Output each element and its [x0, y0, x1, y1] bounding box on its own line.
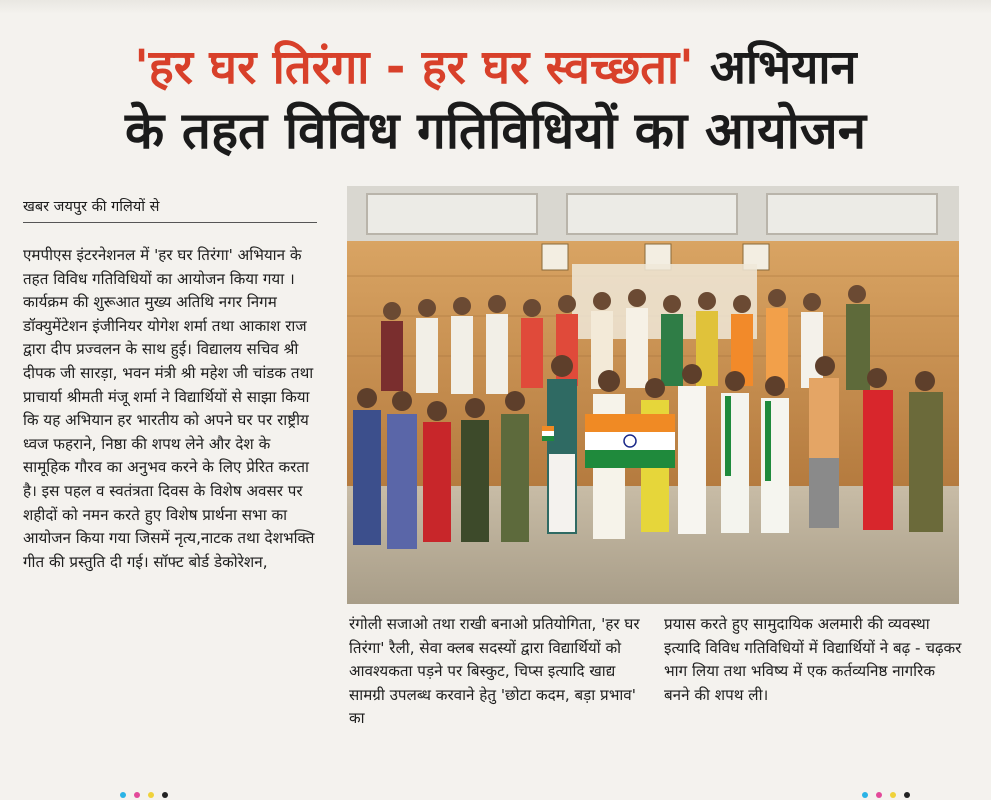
byline: खबर जयपुर की गलियों से — [23, 196, 317, 223]
magenta-mark — [134, 792, 140, 798]
top-page-strip — [0, 0, 991, 14]
cyan-mark — [120, 792, 126, 798]
headline-line-2: के तहत विविध गतिविधियों का आयोजन — [124, 102, 867, 161]
print-registration-marks — [0, 790, 991, 800]
article-column-3: प्रयास करते हुए सामुदायिक अलमारी की व्यवस्था इत्यादि विविध गतिविधियों में विद्यार्थियों ने बढ़ - चढ़कर भाग लिया तथा भविष्य में एक कर्तव्यनिष्ठ नागरिक बनने की शपथ ली। — [664, 615, 962, 704]
magenta-mark — [876, 792, 882, 798]
headline — [18, 36, 973, 164]
black-mark — [904, 792, 910, 798]
headline-red-text: 'हर घर तिरंगा - हर घर स्वच्छता' — [134, 40, 694, 95]
headline-black-text: अभियान — [693, 40, 857, 95]
yellow-mark — [148, 792, 154, 798]
black-mark — [162, 792, 168, 798]
cyan-mark — [862, 792, 868, 798]
group-photo-image — [347, 186, 959, 604]
headline-line-1 — [18, 36, 973, 100]
article-column-2: रंगोली सजाओ तथा राखी बनाओ प्रतियोगिता, 'हर घर तिरंगा' रैली, सेवा क्लब सदस्यों द्वारा विद्यार्थियों को आवश्यकता पड़ने पर बिस्कुट, चिप्स इत्यादि खाद्य सामग्री उपलब्ध करवाने हेतु 'छोटा कदम, बड़ा प्रभाव' का — [349, 615, 640, 728]
yellow-mark — [890, 792, 896, 798]
article-column-1: एमपीएस इंटरनेशनल में 'हर घर तिरंगा' अभियान के तहत विविध गतिविधियों का आयोजन किया गया । कार्यक्रम की शुरूआत मुख्य अतिथि नगर निगम डॉक्युमेंटेशन इंजीनियर योगेश शर्मा तथा आकाश राज द्वारा दीप प्रज्वलन के साथ हुई। विद्यालय सचिव श्री दीपक जी सारड़ा, भवन मंत्री श्री महेश जी चांडक तथा प्राचार्या श्रीमती मंजू शर्मा ने विद्यार्थियों से साझा किया कि यह अभियान हर भारतीय को अपने घर पर राष्ट्रीय ध्वज फहराने, निष्ठा की शपथ लेने और देश के सामूहिक गौरव का अनुभव करने के लिए प्रेरित करता है। इस पहल व स्वतंत्रता दिवस के विशेष अवसर पर शहीदों को नमन करते हुए विशेष प्रार्थना सभा का आयोजन किया गया जिसमें नृत्य,नाटक तथा देशभक्ति गीत की प्रस्तुति दी गई। सॉफ्ट बोर्ड डेकोरेशन, — [23, 246, 315, 571]
